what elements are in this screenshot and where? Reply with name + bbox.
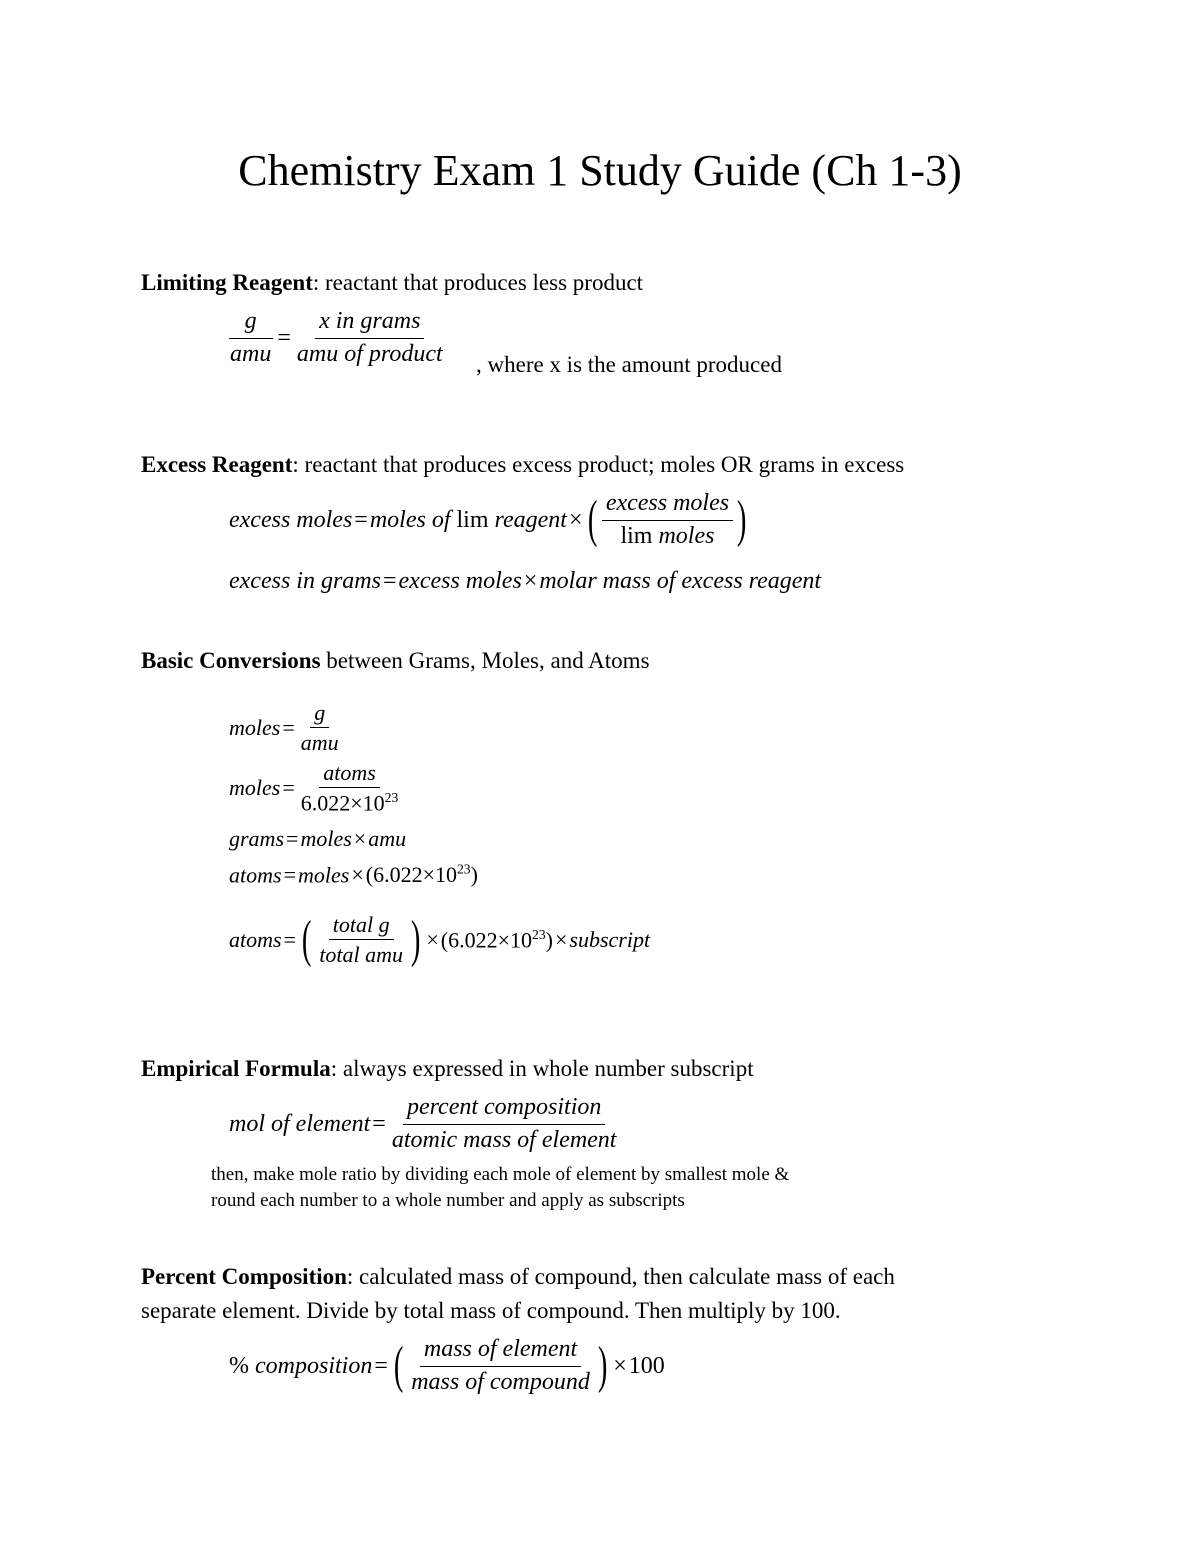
percent-symbol: % xyxy=(229,1352,249,1379)
excess-eq2-b: molar mass of excess reagent xyxy=(539,568,822,594)
times-sign: × xyxy=(351,862,364,888)
excess-reagent-desc: : reactant that produces excess product; moles OR grams in excess xyxy=(292,452,905,477)
empirical-note-2: round each number to a whole number and apply as subscripts xyxy=(211,1190,685,1211)
conversion-term: $(6.022\times 10^{23})$ xyxy=(365,862,478,888)
limiting-reagent-heading: Limiting Reagent xyxy=(141,270,313,295)
excess-eq1-mid: moles of xyxy=(369,506,451,533)
fraction-percent-atomic xyxy=(388,1094,621,1154)
excess-eq2-a: excess moles xyxy=(398,568,522,594)
fraction-denominator: mass of compound xyxy=(411,1368,590,1395)
fraction-denominator: amu xyxy=(230,340,272,367)
equals-sign: = xyxy=(374,1352,388,1379)
times-sign: × xyxy=(568,506,583,533)
limiting-formula xyxy=(226,308,447,368)
equals-sign: = xyxy=(282,774,295,800)
times-sign: × xyxy=(523,568,538,594)
right-paren: ) xyxy=(410,910,421,968)
conversion-atoms xyxy=(229,862,478,888)
conversion-term: moles xyxy=(297,862,350,888)
page-title: Chemistry Exam 1 Study Guide (Ch 1-3) xyxy=(238,146,962,195)
fraction-mass xyxy=(407,1336,594,1396)
percent-composition-heading: Percent Composition xyxy=(141,1264,347,1289)
equals-sign: = xyxy=(354,506,368,533)
excess-eq2-lhs: excess in grams xyxy=(229,568,381,594)
percent-multiplier: 100 xyxy=(628,1352,665,1379)
times-sign: × xyxy=(555,926,568,952)
excess-reagent-line xyxy=(141,452,904,478)
limiting-reagent-line xyxy=(141,270,643,296)
excess-grams-formula xyxy=(229,568,821,595)
fraction-g-amu xyxy=(226,308,275,368)
percent-composition-desc: : calculated mass of compound, then calculate mass of each xyxy=(346,1264,895,1289)
percent-composition-formula xyxy=(229,1336,665,1396)
excess-eq1-lhs: excess moles xyxy=(229,506,353,533)
empirical-note-1: then, make mole ratio by dividing each mole of element by smallest mole & xyxy=(211,1164,790,1185)
limiting-reagent-desc: : reactant that produces less product xyxy=(312,270,644,295)
equals-sign: = xyxy=(382,568,397,594)
conversion-lhs: grams xyxy=(229,826,285,851)
percent-composition-line xyxy=(141,1264,895,1290)
fraction-numerator: g xyxy=(229,308,273,339)
conversion-term: amu xyxy=(368,826,407,851)
right-paren: ) xyxy=(736,491,747,549)
fraction-denominator: lim moles xyxy=(620,522,715,549)
fraction-denominator: total amu xyxy=(319,942,404,968)
excess-reagent-heading: Excess Reagent xyxy=(141,452,293,477)
equals-sign: = xyxy=(282,714,295,740)
fraction-x-grams xyxy=(293,308,447,368)
conversion-lhs: atoms xyxy=(229,926,282,952)
basic-conversions-heading: Basic Conversions xyxy=(141,648,321,673)
excess-moles-formula xyxy=(229,490,750,550)
fraction-denominator: atomic mass of element xyxy=(391,1126,617,1153)
conversion-lhs: moles xyxy=(229,714,281,740)
conversion-atoms-subscript xyxy=(229,912,650,968)
percent-composition-desc-2: separate element. Divide by total mass of compound. Then multiply by 100. xyxy=(141,1298,841,1323)
conversion-term: subscript xyxy=(569,926,651,952)
conversion-term: moles xyxy=(300,826,352,851)
fraction-excess-lim xyxy=(602,490,733,550)
times-sign: × xyxy=(426,926,439,952)
equals-sign: = xyxy=(277,324,291,351)
fraction-denominator: amu xyxy=(300,730,339,756)
fraction-g-amu xyxy=(297,700,343,756)
left-paren: ( xyxy=(588,491,598,549)
basic-conversions-desc: between Grams, Moles, and Atoms xyxy=(320,648,650,673)
left-paren: ( xyxy=(301,910,312,968)
fraction-total xyxy=(315,912,407,968)
fraction-numerator: mass of element xyxy=(420,1336,581,1367)
basic-conversions-line xyxy=(141,648,650,674)
empirical-formula-desc: : always expressed in whole number subscript xyxy=(330,1056,754,1081)
fraction-denominator: $6.022\times 10^{23}$ xyxy=(300,790,399,816)
right-paren: ) xyxy=(597,1337,608,1395)
times-sign: × xyxy=(353,826,367,851)
fraction-atoms-avogadro xyxy=(297,760,403,816)
empirical-lhs: mol of element xyxy=(229,1110,371,1137)
left-paren: ( xyxy=(393,1337,404,1395)
conversion-lhs: atoms xyxy=(229,862,282,888)
empirical-formula-heading: Empirical Formula xyxy=(141,1056,331,1081)
empirical-formula-equation xyxy=(229,1094,620,1154)
percent-lhs: composition xyxy=(255,1352,373,1379)
equals-sign: = xyxy=(283,862,296,888)
times-sign: × xyxy=(613,1352,627,1379)
fraction-numerator: total g xyxy=(329,912,394,940)
conversion-grams xyxy=(229,826,406,852)
excess-eq1-reagent: reagent xyxy=(494,506,567,533)
conversion-lhs: moles xyxy=(229,774,281,800)
fraction-numerator: g xyxy=(310,700,329,728)
fraction-denominator: amu of product xyxy=(296,340,443,367)
fraction-numerator: atoms xyxy=(319,760,380,788)
fraction-numerator: excess moles xyxy=(602,490,733,521)
conversion-moles-atoms xyxy=(229,760,402,816)
conversion-term: $(6.022\times 10^{23})$ xyxy=(440,926,553,952)
equals-sign: = xyxy=(372,1110,386,1137)
fraction-numerator: percent composition xyxy=(403,1094,605,1125)
equals-sign: = xyxy=(283,926,296,952)
fraction-numerator: x in grams xyxy=(315,308,424,339)
empirical-formula-line xyxy=(141,1056,754,1082)
excess-eq1-lim: lim xyxy=(456,506,489,533)
limiting-where-note: , where x is the amount produced xyxy=(476,352,782,377)
conversion-moles-g-amu xyxy=(229,700,343,756)
equals-sign: = xyxy=(286,826,299,851)
